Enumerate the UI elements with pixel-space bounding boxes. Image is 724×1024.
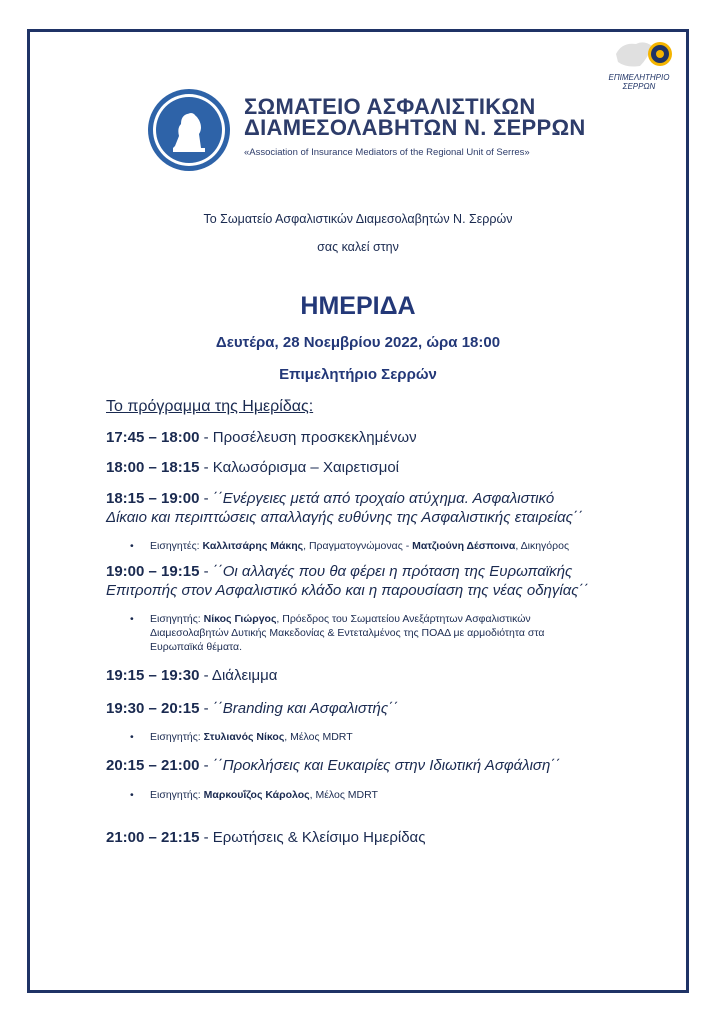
program-item <box>106 829 425 846</box>
chamber-label-line1: ΕΠΙΜΕΛΗΤΗΡΙΟ <box>608 73 670 82</box>
org-title-line1: ΣΩΜΑΤΕΙΟ ΑΣΦΑΛΙΣΤΙΚΩΝ <box>244 94 536 119</box>
speaker-role: , Μέλος MDRT <box>309 789 378 801</box>
speaker-name: Ματζιούνη Δέσποινα <box>412 540 516 552</box>
chamber-logo <box>612 36 680 74</box>
item-time: 18:00 – 18:15 <box>106 459 200 476</box>
speaker-text <box>150 612 650 654</box>
item-time: 20:15 – 21:00 <box>106 757 200 774</box>
item-sep: - <box>199 757 213 774</box>
item-time: 19:30 – 20:15 <box>106 700 200 717</box>
speaker-role: , Δικηγόρος <box>515 540 570 552</box>
item-text-cont: Επιτροπής στον Ασφαλιστικό κλάδο και η παρουσίαση της νέας οδηγίας΄΄ <box>106 582 589 599</box>
program-item <box>106 459 399 476</box>
item-sep: - <box>199 459 213 476</box>
program-item <box>106 429 417 446</box>
item-time: 21:00 – 21:15 <box>106 829 200 846</box>
org-title <box>244 96 586 138</box>
speaker-role: , Πραγματογνώμονας - <box>303 540 413 552</box>
speaker-role: , Πρόεδρος του Σωματείου Ανεξάρτητων Ασφαλιστικών <box>276 613 531 625</box>
bullet-dot: • <box>130 789 134 801</box>
intro-line1: Το Σωματείο Ασφαλιστικών Διαμεσολαβητών Ν. Σερρών <box>203 212 513 226</box>
item-text: Διάλειμμα <box>211 667 278 684</box>
item-text: Προσέλευση προσκεκλημένων <box>212 429 417 446</box>
item-sep: - <box>199 429 213 446</box>
speaker-label: Εισηγητής: <box>150 613 204 625</box>
item-time: 19:15 – 19:30 <box>106 667 200 684</box>
item-time: 17:45 – 18:00 <box>106 429 200 446</box>
event-title: ΗΜΕΡΙΔΑ <box>300 292 416 320</box>
speaker-name: Νίκος Γιώργος <box>203 613 277 625</box>
program-item <box>106 700 398 717</box>
speaker-role: , Μέλος MDRT <box>284 731 353 743</box>
event-date: Δευτέρα, 28 Νοεμβρίου 2022, ώρα 18:00 <box>215 334 501 351</box>
item-text: Ερωτήσεις & Κλείσιμο Ημερίδας <box>212 829 426 846</box>
org-title-line2: ΔΙΑΜΕΣΟΛΑΒΗΤΩΝ Ν. ΣΕΡΡΩΝ <box>244 115 586 140</box>
bullet-dot: • <box>130 731 134 743</box>
item-text-cont: Δίκαιο και περιπτώσεις απαλλαγής ευθύνης της Ασφαλιστικής εταιρείας΄΄ <box>106 509 583 526</box>
speaker-name: Μαρκουΐζος Κάρολος <box>203 789 310 801</box>
program-item <box>106 757 560 774</box>
association-logo <box>147 88 231 172</box>
item-sep: - <box>199 700 213 717</box>
item-time: 19:00 – 19:15 <box>106 563 200 580</box>
bullet-dot: • <box>130 540 134 552</box>
item-time: 18:15 – 19:00 <box>106 490 200 507</box>
program-title: Το πρόγραμμα της Ημερίδας: <box>106 398 314 415</box>
speaker-role: Διαμεσολαβητών Δυτικής Μακεδονίας & Εντεταλμένος της ΠΟΑΔ με αρμοδιότητα στα <box>150 627 545 639</box>
chamber-label-line2: ΣΕΡΡΩΝ <box>622 82 656 91</box>
speaker-name: Στυλιανός Νίκος <box>203 731 285 743</box>
item-text: ΄΄Branding και Ασφαλιστής΄΄ <box>212 700 399 717</box>
org-subtitle: «Association of Insurance Mediators of the Regional Unit of Serres» <box>244 147 530 158</box>
program-item <box>106 667 277 684</box>
speaker-label: Εισηγητής: <box>150 789 204 801</box>
item-sep: - <box>199 490 213 507</box>
program-item <box>106 563 572 580</box>
item-sep: - <box>199 667 212 684</box>
speaker-label: Εισηγητές: <box>150 540 203 552</box>
item-text: ΄΄Προκλήσεις και Ευκαιρίες στην Ιδιωτική Ασφάλιση΄΄ <box>212 757 561 774</box>
item-sep: - <box>199 829 213 846</box>
item-text: Καλωσόρισμα – Χαιρετισμοί <box>212 459 400 476</box>
speaker-text <box>150 539 650 553</box>
program-item <box>106 490 554 507</box>
speaker-role: Ευρωπαϊκά θέματα. <box>150 641 243 653</box>
item-sep: - <box>199 563 213 580</box>
chamber-label <box>596 73 682 91</box>
event-venue: Επιμελητήριο Σερρών <box>279 366 437 383</box>
item-text: ΄΄Ενέργειες μετά από τροχαίο ατύχημα. Ασφαλιστικό <box>212 490 555 507</box>
speaker-text <box>150 788 650 802</box>
intro-line2: σας καλεί στην <box>317 240 399 254</box>
item-text: ΄΄Οι αλλαγές που θα φέρει η πρόταση της Ευρωπαϊκής <box>212 563 573 580</box>
speaker-name: Καλλιτσάρης Μάκης <box>202 540 304 552</box>
bullet-dot: • <box>130 613 134 625</box>
speaker-label: Εισηγητής: <box>150 731 204 743</box>
speaker-text <box>150 730 650 744</box>
